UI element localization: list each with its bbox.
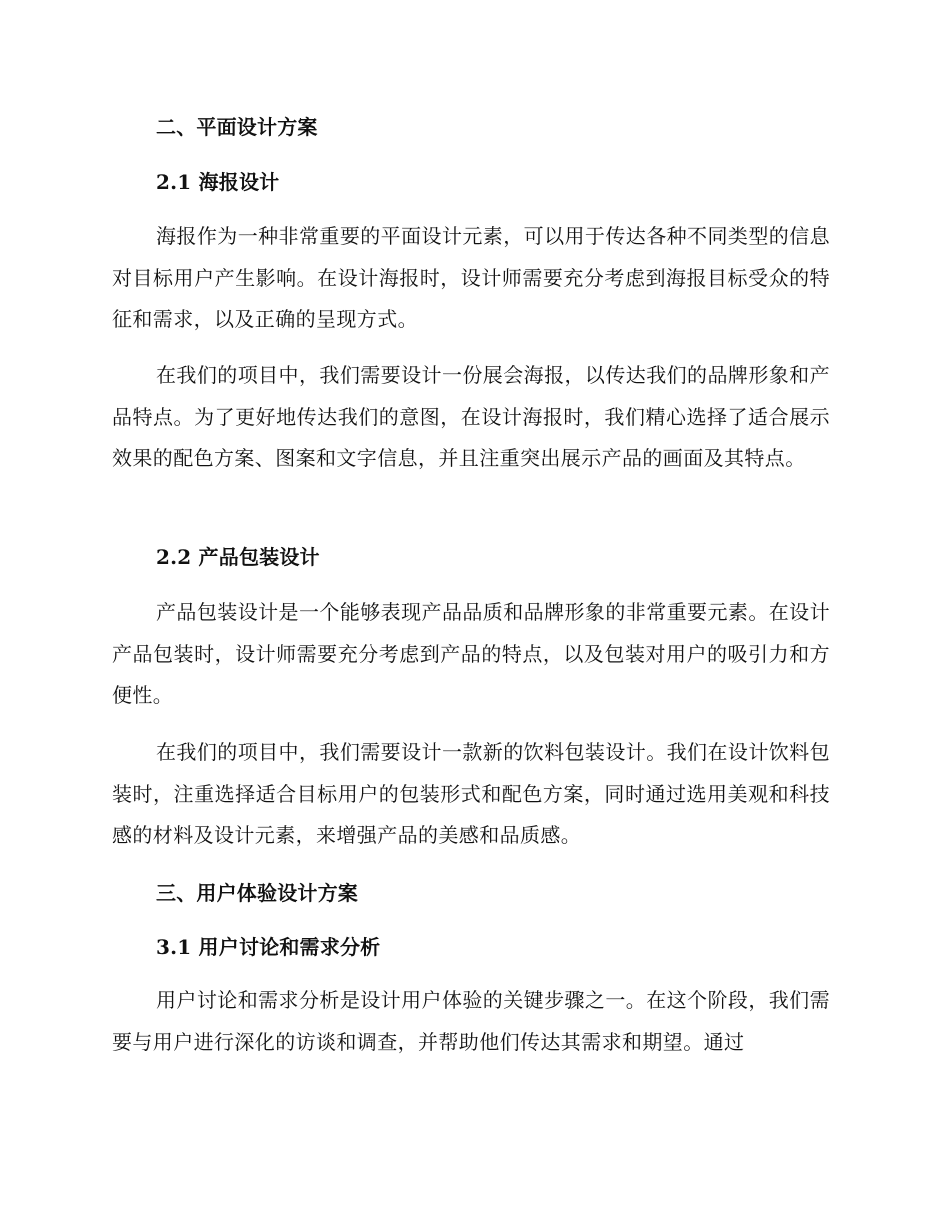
subsection-3-1-heading: 3.1 用户讨论和需求分析: [156, 935, 381, 959]
user-research-paragraph-1: 用户讨论和需求分析是设计用户体验的关键步骤之一。在这个阶段，我们需要与用户进行深化的访谈和调查，并帮助他们传达其需求和期望。通过: [112, 988, 830, 1054]
subsection-2-2-heading: 2.2 产品包装设计: [156, 545, 320, 569]
section-3-heading: 三、用户体验设计方案: [156, 881, 358, 905]
poster-design-paragraph-2: 在我们的项目中，我们需要设计一份展会海报，以传达我们的品牌形象和产品特点。为了更好地传达我们的意图，在设计海报时，我们精心选择了适合展示效果的配色方案、图案和文字信息，并且注重突出展示产品的画面及其特点。: [112, 363, 830, 470]
packaging-design-paragraph-1: 产品包装设计是一个能够表现产品品质和品牌形象的非常重要元素。在设计产品包装时，设计师需要充分考虑到产品的特点，以及包装对用户的吸引力和方便性。: [112, 600, 830, 707]
section-2-heading: 二、平面设计方案: [156, 115, 318, 139]
packaging-design-paragraph-2: 在我们的项目中，我们需要设计一款新的饮料包装设计。我们在设计饮料包装时，注重选择适合目标用户的包装形式和配色方案，同时通过选用美观和科技感的材料及设计元素，来增强产品的美感和品质感。: [112, 740, 830, 847]
poster-design-paragraph-1: 海报作为一种非常重要的平面设计元素，可以用于传达各种不同类型的信息对目标用户产生影响。在设计海报时，设计师需要充分考虑到海报目标受众的特征和需求，以及正确的呈现方式。: [112, 224, 830, 331]
subsection-2-1-heading: 2.1 海报设计: [156, 170, 280, 194]
